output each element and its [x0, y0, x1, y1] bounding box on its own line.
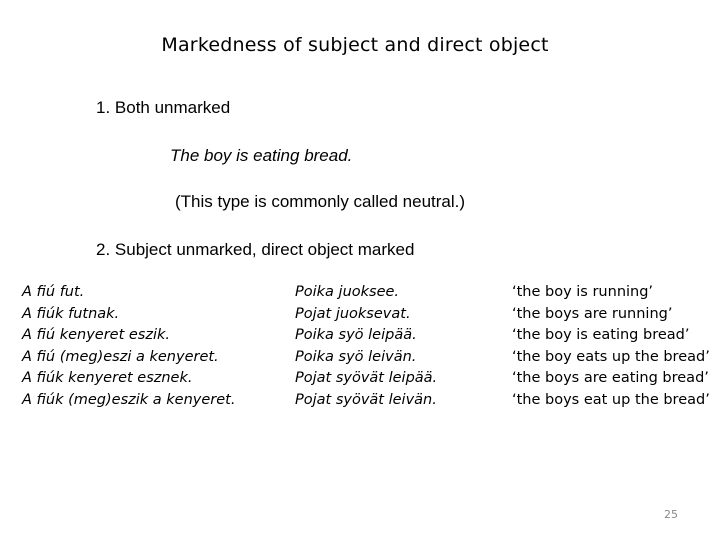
english-line: ‘the boy is eating bread’: [512, 327, 690, 343]
finnish-line: Pojat syövät leivän.: [295, 391, 437, 408]
page-number: 25: [664, 508, 678, 521]
english-line: ‘the boys are running’: [512, 305, 673, 322]
neutral-note: (This type is commonly called neutral.): [175, 192, 466, 211]
item-1-heading: 1. Both unmarked: [96, 98, 231, 117]
hungarian-line: A fiúk (meg)eszik a kenyeret.: [22, 391, 236, 408]
finnish-line: Pojat juoksevat.: [295, 305, 411, 322]
english-line: ‘the boys are eating bread’: [512, 370, 709, 386]
english-glosses: [512, 282, 710, 411]
english-line: ‘the boy eats up the bread’: [512, 348, 710, 365]
finnish-line: Poika juoksee.: [295, 284, 400, 300]
hungarian-line: A fiúk kenyeret esznek.: [22, 370, 193, 386]
slide-title: Markedness of subject and direct object: [161, 34, 549, 56]
finnish-line: Pojat syövät leipää.: [295, 370, 438, 386]
english-line: ‘the boys eat up the bread’: [512, 391, 710, 408]
item-2-heading: 2. Subject unmarked, direct object marked: [96, 240, 415, 259]
finnish-line: Poika syö leivän.: [295, 348, 417, 365]
example-sentence: The boy is eating bread.: [170, 146, 353, 165]
hungarian-examples: [22, 282, 235, 411]
finnish-line: Poika syö leipää.: [295, 327, 417, 343]
finnish-examples: [295, 282, 437, 411]
hungarian-line: A fiú kenyeret eszik.: [22, 327, 171, 343]
english-line: ‘the boy is running’: [512, 284, 654, 300]
hungarian-line: A fiú fut.: [22, 284, 85, 300]
hungarian-line: A fiú (meg)eszi a kenyeret.: [22, 348, 219, 365]
hungarian-line: A fiúk futnak.: [22, 305, 120, 322]
